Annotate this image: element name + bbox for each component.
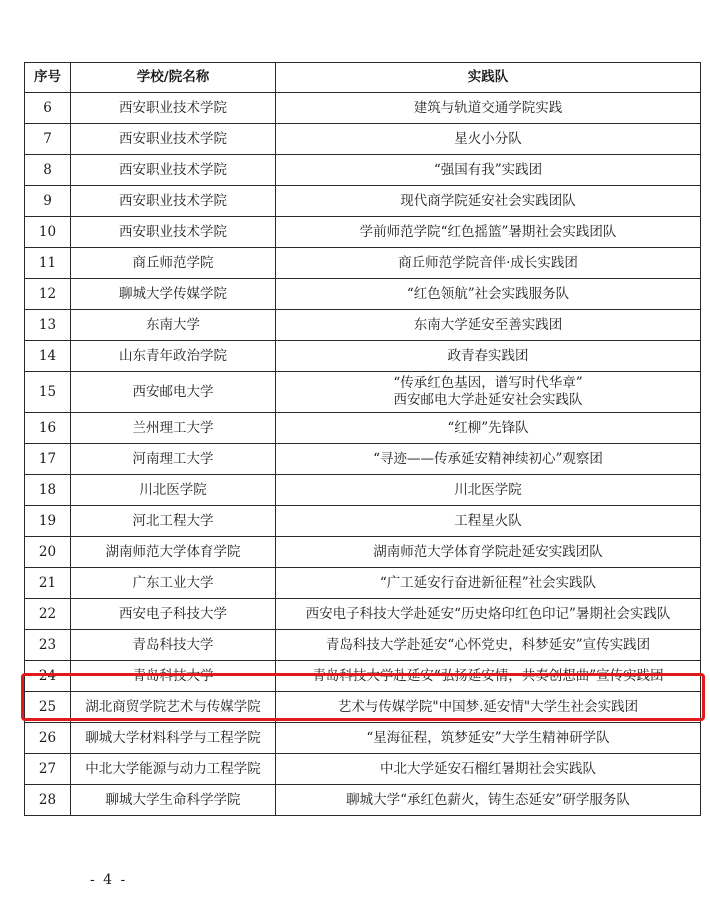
- team-name-line: 现代商学院延安社会实践团队: [400, 192, 576, 209]
- table-row: [25, 310, 701, 341]
- school-name-cell: 山东青年政治学院: [71, 341, 276, 372]
- team-name-line: 中北大学延安石榴红暑期社会实践队: [380, 760, 596, 777]
- team-name-line: 商丘师范学院音伴·成长实践团: [398, 254, 578, 271]
- row-index-cell: 19: [25, 506, 71, 537]
- team-name-cell: [276, 217, 701, 248]
- school-name-cell: 河南理工大学: [71, 444, 276, 475]
- school-name-cell: 聊城大学材料科学与工程学院: [71, 723, 276, 754]
- team-name-line: 政青春实践团: [447, 347, 529, 364]
- team-name-line: “红色领航”社会实践服务队: [406, 285, 570, 302]
- team-name-cell: [276, 155, 701, 186]
- row-index-cell: 28: [25, 785, 71, 816]
- row-index-cell: 16: [25, 413, 71, 444]
- teams-table: [24, 62, 701, 816]
- school-name-cell: 西安职业技术学院: [71, 217, 276, 248]
- row-index-cell: 24: [25, 661, 71, 692]
- row-index-cell: 7: [25, 124, 71, 155]
- team-name-cell: [276, 413, 701, 444]
- team-name-line: 艺术与传媒学院"中国梦.延安情"大学生社会实践团: [337, 698, 639, 715]
- row-index-cell: 11: [25, 248, 71, 279]
- school-name-cell: 商丘师范学院: [71, 248, 276, 279]
- school-name-cell: 东南大学: [71, 310, 276, 341]
- team-name-cell: [276, 723, 701, 754]
- team-name-line: 湖南师范大学体育学院赴延安实践团队: [373, 543, 603, 560]
- table-row: [25, 93, 701, 124]
- table-row: [25, 692, 701, 723]
- table-row: [25, 217, 701, 248]
- table-row: [25, 785, 701, 816]
- table-row: [25, 155, 701, 186]
- team-name-cell: [276, 661, 701, 692]
- team-name-cell: [276, 506, 701, 537]
- page-number: - 4 -: [90, 872, 128, 888]
- team-name-line: “强国有我”实践团: [433, 161, 543, 178]
- table-row: [25, 372, 701, 413]
- row-index-cell: 22: [25, 599, 71, 630]
- table-row: [25, 506, 701, 537]
- team-name-cell: [276, 630, 701, 661]
- row-index-cell: 21: [25, 568, 71, 599]
- team-name-cell: [276, 186, 701, 217]
- table-row: [25, 723, 701, 754]
- team-name-line: 建筑与轨道交通学院实践: [413, 99, 563, 116]
- table-row: [25, 661, 701, 692]
- table-row: [25, 444, 701, 475]
- table-row: [25, 413, 701, 444]
- school-name-cell: 兰州理工大学: [71, 413, 276, 444]
- school-name-cell: 聊城大学传媒学院: [71, 279, 276, 310]
- team-name-cell: [276, 568, 701, 599]
- team-name-cell: [276, 692, 701, 723]
- school-name-cell: 湖北商贸学院艺术与传媒学院: [71, 692, 276, 723]
- row-index-cell: 14: [25, 341, 71, 372]
- row-index-cell: 15: [25, 372, 71, 413]
- table-row: [25, 124, 701, 155]
- team-name-line: “广工延安行奋进新征程”社会实践队: [379, 574, 597, 591]
- team-name-cell: [276, 279, 701, 310]
- team-name-cell: [276, 341, 701, 372]
- school-name-cell: 河北工程大学: [71, 506, 276, 537]
- team-name-line: 星火小分队: [454, 130, 522, 147]
- table-row: [25, 475, 701, 506]
- team-name-line: 工程星火队: [454, 512, 522, 529]
- header-index: 序号: [25, 63, 71, 93]
- team-name-cell: [276, 444, 701, 475]
- school-name-cell: 西安职业技术学院: [71, 186, 276, 217]
- row-index-cell: 25: [25, 692, 71, 723]
- table-body: [25, 93, 701, 816]
- team-name-cell: [276, 475, 701, 506]
- team-name-line: 川北医学院: [454, 481, 522, 498]
- row-index-cell: 13: [25, 310, 71, 341]
- school-name-cell: 广东工业大学: [71, 568, 276, 599]
- row-index-cell: 12: [25, 279, 71, 310]
- row-index-cell: 18: [25, 475, 71, 506]
- team-name-cell: [276, 310, 701, 341]
- team-name-line: “传承红色基因，谱写时代华章”: [393, 375, 583, 391]
- team-name-cell: [276, 785, 701, 816]
- table-row: [25, 754, 701, 785]
- team-name-line: 青岛科技大学赴延安“弘扬延安情，共奏创想曲”宣传实践团: [312, 667, 664, 684]
- header-team: 实践队: [276, 63, 701, 93]
- team-name-cell: [276, 599, 701, 630]
- school-name-cell: 西安邮电大学: [71, 372, 276, 413]
- table-row: [25, 537, 701, 568]
- row-index-cell: 8: [25, 155, 71, 186]
- team-name-line: 西安邮电大学赴延安社会实践队: [393, 392, 583, 408]
- team-name-cell: [276, 124, 701, 155]
- table-row: [25, 279, 701, 310]
- table-row: [25, 341, 701, 372]
- row-index-cell: 20: [25, 537, 71, 568]
- table-row: [25, 568, 701, 599]
- teams-table-container: [24, 62, 700, 816]
- team-name-cell: [276, 537, 701, 568]
- school-name-cell: 青岛科技大学: [71, 661, 276, 692]
- team-name-cell: [276, 372, 701, 413]
- header-school: 学校/院名称: [71, 63, 276, 93]
- team-name-cell: [276, 754, 701, 785]
- school-name-cell: 西安电子科技大学: [71, 599, 276, 630]
- team-name-line: “寻迹——传承延安精神续初心”观察团: [373, 450, 603, 467]
- row-index-cell: 27: [25, 754, 71, 785]
- team-name-line: 东南大学延安至善实践团: [413, 316, 563, 333]
- row-index-cell: 26: [25, 723, 71, 754]
- school-name-cell: 聊城大学生命科学学院: [71, 785, 276, 816]
- school-name-cell: 西安职业技术学院: [71, 93, 276, 124]
- team-name-line: 学前师范学院“红色摇篮”暑期社会实践团队: [359, 223, 617, 240]
- school-name-cell: 西安职业技术学院: [71, 124, 276, 155]
- row-index-cell: 23: [25, 630, 71, 661]
- school-name-cell: 中北大学能源与动力工程学院: [71, 754, 276, 785]
- team-name-line: “星海征程，筑梦延安”大学生精神研学队: [366, 729, 610, 746]
- row-index-cell: 9: [25, 186, 71, 217]
- school-name-cell: 川北医学院: [71, 475, 276, 506]
- team-name-line: “红柳”先锋队: [447, 419, 529, 436]
- row-index-cell: 6: [25, 93, 71, 124]
- row-index-cell: 10: [25, 217, 71, 248]
- table-row: [25, 599, 701, 630]
- table-row: [25, 630, 701, 661]
- team-name-line: 西安电子科技大学赴延安“历史烙印红色印记”暑期社会实践队: [305, 605, 671, 622]
- team-name-cell: [276, 248, 701, 279]
- school-name-cell: 西安职业技术学院: [71, 155, 276, 186]
- school-name-cell: 青岛科技大学: [71, 630, 276, 661]
- table-header-row: [25, 63, 701, 93]
- team-name-cell: [276, 93, 701, 124]
- school-name-cell: 湖南师范大学体育学院: [71, 537, 276, 568]
- table-row: [25, 186, 701, 217]
- team-name-line: 青岛科技大学赴延安“心怀党史，科梦延安”宣传实践团: [325, 636, 651, 653]
- team-name-line: 聊城大学“承红色薪火，铸生态延安”研学服务队: [346, 791, 630, 808]
- table-row: [25, 248, 701, 279]
- row-index-cell: 17: [25, 444, 71, 475]
